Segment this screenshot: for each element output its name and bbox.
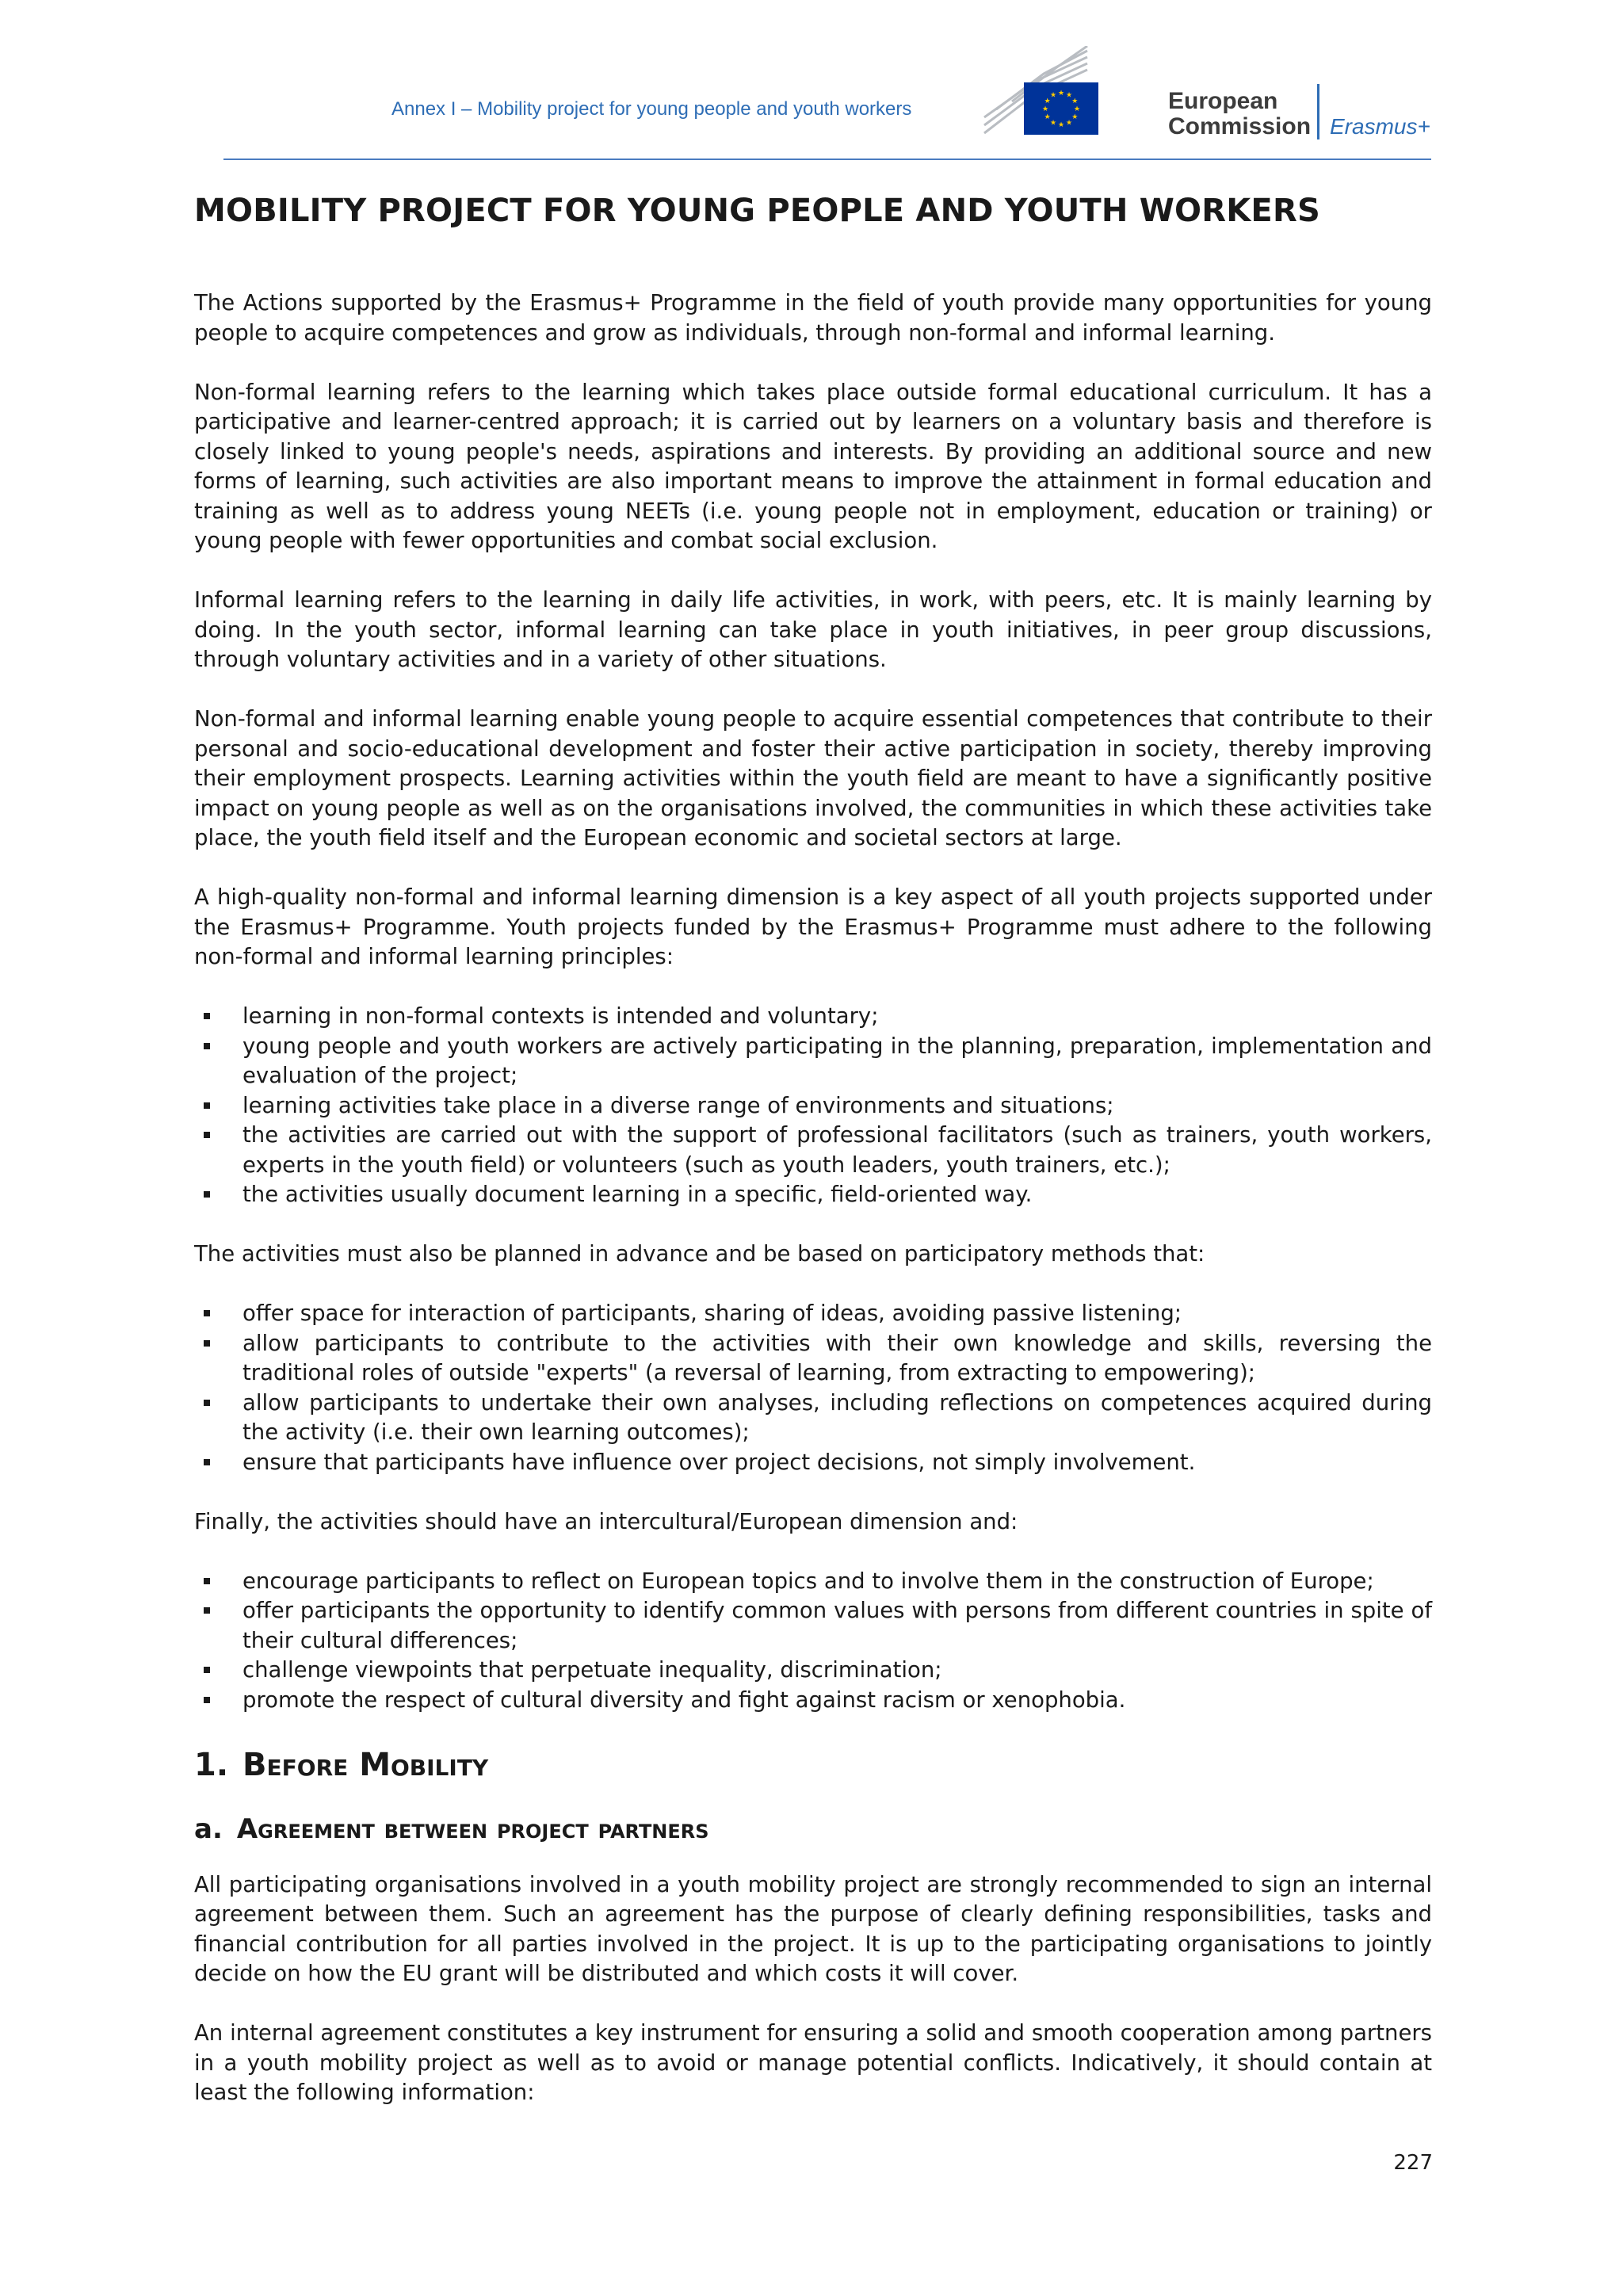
erasmus-wordmark: Erasmus+ [1330,114,1430,139]
list-item: learning in non-formal contexts is intended and voluntary; [194,1002,1432,1032]
list-item: offer participants the opportunity to identify common values with persons from different countries in spite of their cultural differences; [194,1596,1432,1656]
eu-star-icon: ★ [1065,119,1073,128]
eu-flag-icon [1024,82,1098,135]
list-item: young people and youth workers are actively participating in the planning, preparation, implementation and evaluation of the project; [194,1032,1432,1091]
principles-list [194,1002,1432,1210]
methods-intro: The activities must also be planned in advance and be based on participatory methods that: [194,1241,1205,1266]
dimension-list [194,1567,1432,1716]
intro-paragraph-1: The Actions supported by the Erasmus+ Programme in the field of youth provide many opportunities for young people to acquire competences and grow as individuals, through non-formal and informal learning. [194,290,1432,346]
subsection-heading-a [194,1812,1432,1847]
list-item: promote the respect of cultural diversity and fight against racism or xenophobia. [194,1686,1432,1716]
section-title: Before Mobility [242,1746,489,1783]
list-item: ensure that participants have influence over project decisions, not simply involvement. [194,1448,1432,1478]
ec-line2: Commission [1168,113,1312,139]
methods-list [194,1299,1432,1477]
list-item: offer space for interaction of participants, sharing of ideas, avoiding passive listening; [194,1299,1432,1329]
intro-paragraph-3: Informal learning refers to the learning in daily life activities, in work, with peers, etc. It is mainly learning by doing. In the youth sector, informal learning can take place in youth initiatives, in peer group discussions, through voluntary activities and in a variety of other situations. [194,587,1432,672]
list-item: encourage participants to reflect on European topics and to involve them in the construction of Europe; [194,1567,1432,1597]
eu-star-icon: ★ [1044,113,1051,121]
agreement-paragraph-1: All participating organisations involved in a youth mobility project are strongly recommended to sign an internal agreement between them. Such an agreement has the purpose of clearly defining responsibilities, tasks and financial contribution for all parties involved in the project. It is up to the participating organisations to jointly decide on how the EU grant will be distributed and which costs it will cover. [194,1871,1432,1986]
eu-star-icon: ★ [1065,91,1073,100]
eu-star-icon: ★ [1057,90,1065,97]
intro-paragraph-5: A high-quality non-formal and informal learning dimension is a key aspect of all youth projects supported under the Erasmus+ Programme. Youth projects funded by the Erasmus+ Programme must adhere to the following non-formal and informal learning principles: [194,884,1432,969]
document-body [194,190,1432,2137]
eu-star-icon: ★ [1057,121,1065,129]
eu-star-icon: ★ [1049,119,1057,128]
page-header [223,46,1431,157]
section-heading-1 [194,1745,1432,1785]
header-rule [223,159,1431,160]
dimension-intro: Finally, the activities should have an intercultural/European dimension and: [194,1508,1018,1534]
list-item: challenge viewpoints that perpetuate inequality, discrimination; [194,1656,1432,1686]
eu-star-icon: ★ [1049,91,1057,100]
section-number: 1. [194,1746,229,1783]
intro-paragraph-4: Non-formal and informal learning enable young people to acquire essential competences that contribute to their personal and socio-educational development and foster their active participation in society, thereby improving their employment prospects. Learning activities within the youth field are meant to have a significantly positive impact on young people as well as on the organisations involved, the communities in which these activities take place, the youth field itself and the European economic and societal sectors at large. [194,706,1432,850]
list-item: the activities are carried out with the support of professional facilitators (such as trainers, youth workers, experts in the youth field) or volunteers (such as youth leaders, youth trainers, etc.); [194,1121,1432,1180]
ec-line1: European [1168,88,1278,114]
eu-star-icon: ★ [1044,97,1051,105]
page-number: 227 [1393,2151,1433,2175]
list-item: the activities usually document learning in a specific, field-oriented way. [194,1180,1432,1210]
list-item: learning activities take place in a diverse range of environments and situations; [194,1091,1432,1121]
logo-divider [1317,84,1319,139]
annex-title: Annex I – Mobility project for young people and youth workers [391,98,912,120]
list-item: allow participants to contribute to the activities with their own knowledge and skills, reversing the traditional roles of outside "experts" (a reversal of learning, from extracting to empowering); [194,1329,1432,1389]
eu-star-icon: ★ [1073,105,1081,113]
eu-star-icon: ★ [1041,105,1049,113]
page-title: MOBILITY PROJECT FOR YOUNG PEOPLE AND YOUTH WORKERS [194,193,1320,229]
eu-star-icon: ★ [1071,97,1079,105]
ec-wordmark [1168,89,1311,139]
eu-star-icon: ★ [1071,113,1079,121]
intro-paragraph-2: Non-formal learning refers to the learning which takes place outside formal educational curriculum. It has a participative and learner-centred approach; it is carried out by learners on a voluntary basis and therefore is closely linked to young people's needs, aspirations and interests. By providing an additional source and new forms of learning, such activities are also important means to improve the attainment in formal education and training as well as to address young NEETs (i.e. young people not in employment, education or training) or young people with fewer opportunities and combat social exclusion. [194,379,1432,553]
subsection-title: Agreement between project partners [236,1813,709,1845]
subsection-number: a. [194,1813,223,1845]
agreement-paragraph-2: An internal agreement constitutes a key instrument for ensuring a solid and smooth cooperation among partners in a youth mobility project as well as to avoid or manage potential conflicts. Indicatively, it should contain at least the following information: [194,2020,1432,2105]
list-item: allow participants to undertake their own analyses, including reflections on competences acquired during the activity (i.e. their own learning outcomes); [194,1389,1432,1448]
